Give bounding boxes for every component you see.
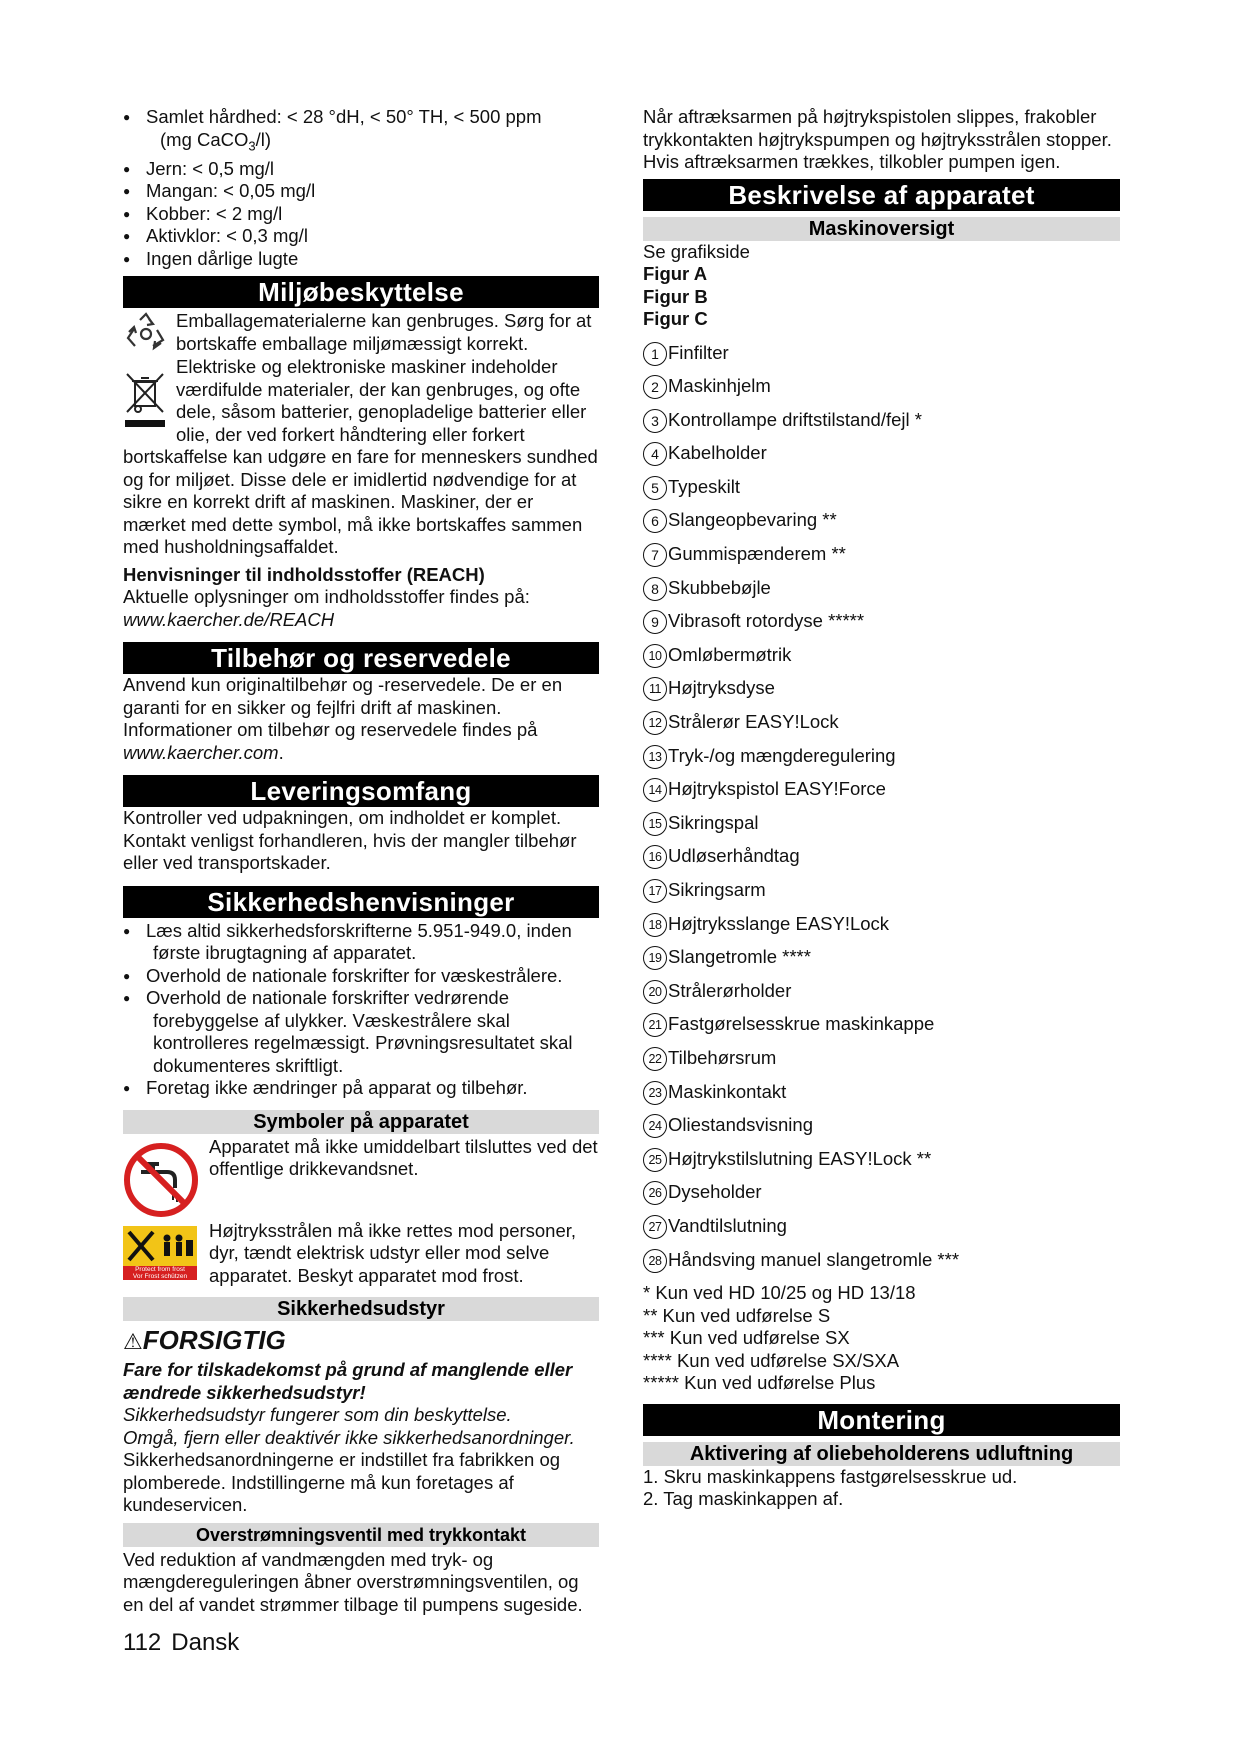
legend-item xyxy=(643,1011,1120,1045)
section-title-safety: Sikkerhedshenvisninger xyxy=(123,886,599,918)
legend-item xyxy=(643,743,1120,777)
recycle-block xyxy=(123,310,599,355)
list-item: ● Læs altid sikkerhedsforskrifterne 5.951-949.0, inden første ibrugtagning af apparatet. xyxy=(123,920,599,965)
sign-caption-2: Vor Frost schützen xyxy=(132,1272,188,1280)
legend-item xyxy=(643,541,1120,575)
callout-number: 27 xyxy=(643,1215,667,1239)
legend-item xyxy=(643,776,1120,810)
right-column xyxy=(643,106,1120,1511)
legend-label: Maskinkontakt xyxy=(668,1080,787,1102)
legend-label: Højtryksdyse xyxy=(668,677,775,699)
callout-number: 10 xyxy=(643,644,667,668)
assembly-step: 1. Skru maskinkappens fastgørelsesskrue ud. xyxy=(643,1465,1018,1487)
reach-title: Henvisninger til indholdsstoffer (REACH) xyxy=(123,563,485,585)
figure-a: Figur A xyxy=(643,263,708,284)
legend-label: Højtryksslange EASY!Lock xyxy=(668,912,890,934)
footnote: * Kun ved HD 10/25 og HD 13/18 xyxy=(643,1282,916,1304)
callout-number: 12 xyxy=(643,711,667,735)
footnote: ***** Kun ved udførelse Plus xyxy=(643,1372,876,1394)
caution-bold-text: Fare for tilskadekomst på grund af manglende eller ændrede sikkerhedsudstyr! xyxy=(123,1359,573,1403)
legend-label: Slangetromle **** xyxy=(668,946,811,968)
legend-label: Typeskilt xyxy=(668,475,740,497)
no-drinking-water-block xyxy=(123,1136,599,1216)
callout-number: 22 xyxy=(643,1047,667,1071)
callout-number: 23 xyxy=(643,1081,667,1105)
legend-item xyxy=(643,575,1120,609)
legend-item xyxy=(643,911,1120,945)
legend-item xyxy=(643,1146,1120,1180)
overflow-text: Ved reduktion af vandmængden med tryk- og mængdereguleringen åbner overstrømningsventilen, og en del af vandet strømmer tilbage til pumpens sugeside. xyxy=(123,1548,583,1615)
legend-item xyxy=(643,1112,1120,1146)
legend-label: Slangeopbevaring ** xyxy=(668,509,837,531)
parts-legend xyxy=(643,340,1120,1281)
legend-label: Håndsving manuel slangetromle *** xyxy=(668,1248,960,1270)
legend-label: Tilbehørsrum xyxy=(668,1046,777,1068)
legend-label: Gummispænderem ** xyxy=(668,543,846,565)
callout-number: 25 xyxy=(643,1148,667,1172)
callout-number: 13 xyxy=(643,745,667,769)
callout-number: 24 xyxy=(643,1114,667,1138)
caution-word: FORSIGTIG xyxy=(142,1325,286,1356)
legend-label: Vibrasoft rotordyse ***** xyxy=(668,610,865,632)
callout-number: 28 xyxy=(643,1249,667,1273)
legend-label: Udløserhåndtag xyxy=(668,845,800,867)
figure-c: Figur C xyxy=(643,308,708,329)
accessories-suffix: . xyxy=(278,741,284,763)
section-title-description: Beskrivelse af apparatet xyxy=(643,179,1120,211)
section-title-equipment: Sikkerhedsudstyr xyxy=(123,1297,599,1321)
accessories-body: Anvend kun originaltilbehør og -reservedele. De er en garanti for en sikker og fejlfri drift af maskinen. Informationer om tilbehør og reservedele findes på xyxy=(123,674,563,741)
list-item: ● Jern: < 0,5 mg/l xyxy=(123,158,599,181)
warning-triangle-icon: ⚠ xyxy=(123,1330,143,1356)
page-language: Dansk xyxy=(171,1629,240,1656)
callout-number: 2 xyxy=(643,375,667,399)
callout-number: 11 xyxy=(643,677,667,701)
legend-label: Omløbermøtrik xyxy=(668,643,792,665)
weee-block xyxy=(123,356,599,559)
footnote: ** Kun ved udførelse S xyxy=(643,1304,831,1326)
accessories-text xyxy=(123,674,599,764)
legend-item xyxy=(643,1213,1120,1247)
legend-label: Tryk-/og mængderegulering xyxy=(668,744,896,766)
legend-label: Sikringspal xyxy=(668,811,759,833)
legend-item xyxy=(643,642,1120,676)
section-title-overflow: Overstrømningsventil med trykkontakt xyxy=(123,1523,599,1547)
legend-label: Oliestandsvisning xyxy=(668,1114,813,1136)
list-item: ● Overhold de nationale forskrifter for væskestrålere. xyxy=(123,965,599,988)
legend-item xyxy=(643,843,1120,877)
callout-number: 19 xyxy=(643,946,667,970)
callout-number: 14 xyxy=(643,778,667,802)
footnote: **** Kun ved udførelse SX/SXA xyxy=(643,1349,900,1371)
legend-item xyxy=(643,507,1120,541)
reach-link[interactable]: www.kaercher.de/REACH xyxy=(123,608,335,630)
no-drinking-water-text: Apparatet må ikke umiddelbart tilsluttes ved det offentlige drikkevandsnet. xyxy=(209,1135,598,1180)
caution-italic-1: Sikkerhedsudstyr fungerer som din beskyttelse. xyxy=(123,1404,512,1426)
trigger-text-2: Hvis aftræksarmen trækkes, tilkobler pumpen igen. xyxy=(643,151,1061,172)
sub-digit: 3 xyxy=(248,138,256,154)
callout-number: 4 xyxy=(643,442,667,466)
list-item: ● Mangan: < 0,05 mg/l xyxy=(123,180,599,203)
safety-list xyxy=(123,920,599,1100)
legend-label: Kontrollampe driftstilstand/fejl * xyxy=(668,408,922,430)
page-number: 112 xyxy=(123,1629,162,1656)
water-spec-list xyxy=(123,106,599,270)
legend-item xyxy=(643,474,1120,508)
legend-label: Dyseholder xyxy=(668,1181,762,1203)
legend-item xyxy=(643,944,1120,978)
legend-item xyxy=(643,1079,1120,1113)
callout-number: 9 xyxy=(643,610,667,634)
callout-number: 26 xyxy=(643,1181,667,1205)
callout-number: 20 xyxy=(643,980,667,1004)
footnotes xyxy=(643,1282,1120,1395)
list-item: ● Overhold de nationale forskrifter vedrørende forebyggelse af ulykker. Væskestrålere skal kontrolleres regelmæssigt. Prøvningsresultatet skal dokumenteres skriftligt. xyxy=(123,987,599,1077)
accessories-link[interactable]: www.kaercher.com xyxy=(123,741,279,763)
callout-number: 8 xyxy=(643,577,667,601)
legend-label: Kabelholder xyxy=(668,442,767,464)
trigger-text-1: Når aftræksarmen på højtrykspistolen slippes, frakobler trykkontakten højtrykspumpen og højtryksstrålen stopper. xyxy=(643,106,1112,150)
legend-label: Strålerør EASY!Lock xyxy=(668,711,839,733)
caution-italic-2: Omgå, fjern eller deaktivér ikke sikkerhedsanordninger. xyxy=(123,1426,575,1448)
spec-sub xyxy=(153,128,272,154)
callout-number: 21 xyxy=(643,1013,667,1037)
section-title-overview: Maskinoversigt xyxy=(643,217,1120,241)
legend-label: Skubbebøjle xyxy=(668,576,771,598)
legend-label: Fastgørelsesskrue maskinkappe xyxy=(668,1013,935,1035)
callout-number: 16 xyxy=(643,845,667,869)
legend-label: Sikringsarm xyxy=(668,879,766,900)
legend-label: Finfilter xyxy=(668,341,729,363)
caution-heading xyxy=(123,1324,599,1359)
legend-label: Højtrykspistol EASY!Force xyxy=(668,778,886,800)
sub-post: /l) xyxy=(255,128,272,150)
recycle-text: Emballagematerialerne kan genbruges. Sørg for at bortskaffe emballage miljømæssigt korrekt. xyxy=(176,310,592,354)
legend-label: Højtrykstilslutning EASY!Lock ** xyxy=(668,1147,932,1169)
no-drinking-water-icon xyxy=(123,1142,199,1218)
left-column xyxy=(123,106,599,1616)
section-title-accessories: Tilbehør og reservedele xyxy=(123,642,599,674)
callout-number: 6 xyxy=(643,509,667,533)
legend-item xyxy=(643,340,1120,374)
legend-item xyxy=(643,440,1120,474)
callout-number: 17 xyxy=(643,879,667,903)
spec-text: Samlet hårdhed: < 28 °dH, < 50° TH, < 500 ppm xyxy=(146,106,542,127)
section-title-environment: Miljøbeskyttelse xyxy=(123,276,599,308)
see-graphic-text: Se grafikside xyxy=(643,240,750,262)
section-title-vent: Aktivering af oliebeholderens udluftning xyxy=(643,1442,1120,1466)
section-title-delivery: Leveringsomfang xyxy=(123,775,599,807)
page-footer xyxy=(123,1629,249,1656)
legend-label: Maskinhjelm xyxy=(668,375,771,397)
callout-number: 1 xyxy=(643,342,667,366)
sub-pre: (mg CaCO xyxy=(160,128,249,150)
list-item: ● Kobber: < 2 mg/l xyxy=(123,203,599,226)
figure-b: Figur B xyxy=(643,285,708,307)
callout-number: 7 xyxy=(643,543,667,567)
weee-text: Elektriske og elektroniske maskiner indeholder værdifulde materialer, der kan genbruges, og ofte dele, såsom batterier, genopladelige batterier eller olie, der ved forkert håndtering eller forkert bortskaffelse kan udgøre en fare for menneskers sundhed og for miljøet. Disse dele er imidlertid nødvendige for at sikre en korrekt drift af maskinen. Maskiner, der er mærket med dette symbol, må ikke bortskaffes sammen med husholdningsaffaldet. xyxy=(123,356,598,558)
sign-caption xyxy=(123,1266,197,1280)
callout-number: 5 xyxy=(643,476,667,500)
jet-warning-icon xyxy=(123,1226,197,1266)
legend-label: Strålerørholder xyxy=(668,979,792,1001)
legend-item xyxy=(643,978,1120,1012)
legend-item xyxy=(643,810,1120,844)
list-item: ● Foretag ikke ændringer på apparat og tilbehør. xyxy=(123,1077,599,1100)
list-item xyxy=(123,106,599,158)
legend-item xyxy=(643,373,1120,407)
list-item: ● Ingen dårlige lugte xyxy=(123,248,599,271)
jet-warning-block xyxy=(123,1220,599,1288)
legend-item xyxy=(643,709,1120,743)
callout-number: 18 xyxy=(643,913,667,937)
legend-item xyxy=(643,1247,1120,1281)
reach-text: Aktuelle oplysninger om indholdsstoffer findes på: xyxy=(123,586,530,608)
sign-caption-1: Protect from frost xyxy=(135,1265,185,1273)
jet-warning-sign xyxy=(123,1226,197,1280)
legend-label: Vandtilslutning xyxy=(668,1214,787,1236)
assembly-step: 2. Tag maskinkappen af. xyxy=(643,1488,844,1510)
equipment-text: Sikkerhedsanordningerne er indstillet fra fabrikken og plomberede. Indstillingerne må kun foretages af kundeservicen. xyxy=(123,1449,561,1516)
footnote: *** Kun ved udførelse SX xyxy=(643,1327,850,1349)
list-item: ● Aktivklor: < 0,3 mg/l xyxy=(123,225,599,248)
delivery-text: Kontroller ved udpakningen, om indholdet er komplet. Kontakt venligst forhandleren, hvis der mangler tilbehør eller ved transportskader. xyxy=(123,807,577,874)
legend-item xyxy=(643,407,1120,441)
legend-item xyxy=(643,1179,1120,1213)
section-title-symbols: Symboler på apparatet xyxy=(123,1110,599,1134)
legend-item xyxy=(643,608,1120,642)
crossed-bin-icon xyxy=(123,356,167,444)
callout-number: 3 xyxy=(643,409,667,433)
jet-warning-text: Højtryksstrålen må ikke rettes mod personer, dyr, tændt elektrisk udstyr eller mod selve apparatet. Beskyt apparatet mod frost. xyxy=(209,1219,577,1286)
section-title-assembly: Montering xyxy=(643,1404,1120,1436)
legend-item xyxy=(643,675,1120,709)
recycle-icon xyxy=(123,310,169,356)
legend-item xyxy=(643,1045,1120,1079)
callout-number: 15 xyxy=(643,812,667,836)
legend-item xyxy=(643,877,1120,911)
